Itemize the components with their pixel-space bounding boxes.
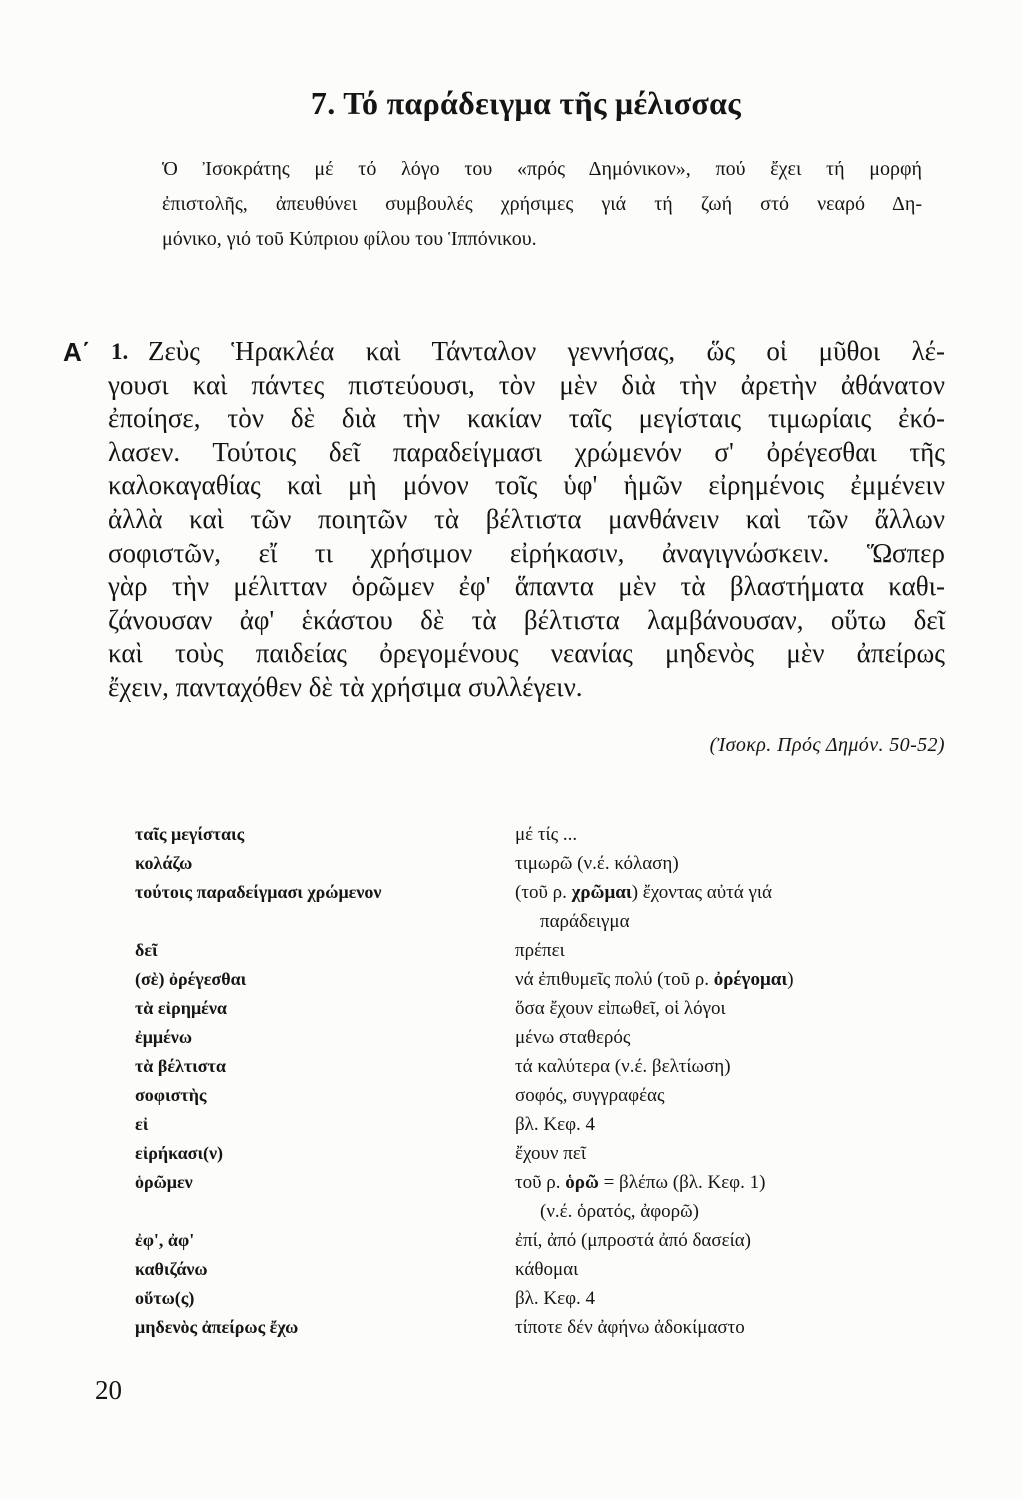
glossary-row: [135, 1168, 945, 1197]
glossary-definition: [515, 1168, 765, 1197]
glossary-definition: βλ. Κεφ. 4: [515, 1114, 596, 1135]
intro-line: ἐπιστολῆς, ἀπευθύνει συμβουλές χρήσιμες γιά τή ζωή στό νεαρό Δη-: [162, 193, 922, 215]
glossary-definition: τιμωρῶ (ν.έ. κόλαση): [515, 853, 679, 874]
text-line: ζάνουσαν ἀφ' ἑκάστου δὲ τὰ βέλτιστα λαμβάνουσαν, οὕτω δεῖ: [108, 604, 945, 635]
gloss-text: ) ἔχοντας αὐτά γιά: [631, 882, 772, 903]
glossary-row: [135, 936, 945, 965]
gloss-text: ): [787, 969, 794, 990]
glossary-term: ἐφ', ἀφ': [135, 1230, 195, 1250]
glossary-term: σοφιστὴς: [135, 1085, 207, 1105]
glossary-term: εἰ: [135, 1114, 149, 1134]
gloss-text: (τοῦ ρ.: [515, 882, 572, 903]
glossary-definition: σοφός, συγγραφέας: [515, 1085, 665, 1106]
glossary-definition: ἔχουν πεῖ: [515, 1143, 586, 1164]
ancient-text-passage: [108, 335, 945, 705]
glossary-term: εἰρήκασι(ν): [135, 1143, 224, 1163]
glossary-row: [135, 965, 945, 994]
text-line: γὰρ τὴν μέλιτταν ὁρῶμεν ἐφ' ἅπαντα μὲν τὰ βλαστήματα καθι-: [108, 571, 945, 602]
glossary-row: [135, 849, 945, 878]
text-line: καλοκαγαθίας καὶ μὴ μόνον τοῖς ὑφ' ἡμῶν εἰρημένοις ἐμμένειν: [108, 470, 945, 501]
glossary-row: [135, 1081, 945, 1110]
gloss-text: τοῦ ρ.: [515, 1172, 566, 1193]
glossary-definition: πρέπει: [515, 940, 565, 961]
glossary-row: [135, 1313, 945, 1342]
source-citation: (Ἰσοκρ. Πρός Δημόν. 50-52): [709, 734, 945, 756]
paragraph-number: 1.: [111, 339, 129, 364]
glossary-row: [135, 994, 945, 1023]
glossary-definition: ὅσα ἔχουν εἰπωθεῖ, οἱ λόγοι: [515, 998, 726, 1019]
text-line: Ζεὺς Ἡρακλέα καὶ Τάνταλον γεννήσας, ὥς οἱ μῦθοι λέ-: [148, 336, 945, 366]
glossary-term: κολάζω: [135, 853, 193, 873]
intro-line: μόνικο, γιό τοῦ Κύπριου φίλου του Ἱππόνικου.: [162, 228, 537, 250]
glossary-definition-continuation: (ν.έ. ὁρατός, ἀφορῶ): [540, 1201, 699, 1222]
glossary-term: ἐμμένω: [135, 1027, 192, 1047]
gloss-text: νά ἐπιθυμεῖς πολύ (τοῦ ρ.: [515, 969, 714, 990]
glossary-term: δεῖ: [135, 940, 158, 960]
glossary-definition: ἐπί, ἀπό (μπροστά ἀπό δασεία): [515, 1230, 751, 1251]
text-line: σοφιστῶν, εἴ τι χρήσιμον εἰρήκασιν, ἀναγιγνώσκειν. Ὥσπερ: [108, 537, 945, 568]
glossary-row: [135, 878, 945, 907]
glossary-term: (σὲ) ὀρέγεσθαι: [135, 969, 247, 989]
chapter-title: 7. Τό παράδειγμα τῆς μέλισσας: [310, 85, 742, 121]
text-line: ἐποίησε, τὸν δὲ διὰ τὴν κακίαν ταῖς μεγίσταις τιμωρίαις ἐκό-: [108, 403, 945, 434]
glossary-term: οὕτω(ς): [135, 1288, 195, 1308]
text-line: ἀλλὰ καὶ τῶν ποιητῶν τὰ βέλτιστα μανθάνειν καὶ τῶν ἄλλων: [108, 503, 945, 534]
glossary: [135, 820, 945, 1342]
glossary-row-continuation: [135, 1197, 945, 1226]
glossary-term: τὰ βέλτιστα: [135, 1056, 226, 1076]
glossary-term: μηδενὸς ἀπείρως ἔχω: [135, 1317, 299, 1337]
text-line: καὶ τοὺς παιδείας ὀρεγομένους νεανίας μηδενὸς μὲν ἀπείρως: [108, 638, 945, 669]
gloss-text: = βλέπω (βλ. Κεφ. 1): [598, 1172, 766, 1193]
glossary-definition: βλ. Κεφ. 4: [515, 1288, 596, 1309]
glossary-row: [135, 1052, 945, 1081]
text-line: ἔχειν, πανταχόθεν δὲ τὰ χρήσιμα συλλέγειν.: [108, 671, 583, 702]
section-marker: Α΄: [63, 337, 91, 367]
glossary-row: [135, 1284, 945, 1313]
intro-paragraph: [162, 152, 922, 257]
glossary-definition: [515, 965, 794, 994]
glossary-definition: τίποτε δέν ἀφήνω ἀδοκίμαστο: [515, 1317, 745, 1338]
glossary-row: [135, 820, 945, 849]
glossary-definition: μέ τίς ...: [515, 824, 578, 845]
glossary-definition-continuation: παράδειγμα: [540, 911, 630, 932]
page-number: 20: [95, 1375, 122, 1405]
glossary-row: [135, 1139, 945, 1168]
glossary-term: ταῖς μεγίσταις: [135, 824, 245, 844]
text-line: λασεν. Τούτοις δεῖ παραδείγμασι χρώμενόν σ' ὀρέγεσθαι τῆς: [108, 436, 945, 467]
glossary-term: ὁρῶμεν: [135, 1172, 193, 1192]
glossary-row: [135, 1226, 945, 1255]
glossary-definition: κάθομαι: [515, 1259, 579, 1280]
glossary-row: [135, 1255, 945, 1284]
glossary-definition: μένω σταθερός: [515, 1027, 631, 1048]
glossary-term: καθιζάνω: [135, 1259, 208, 1279]
gloss-bold-verb: ὁρῶ: [565, 1172, 599, 1193]
gloss-bold-verb: χρῶμαι: [571, 882, 632, 903]
glossary-row: [135, 1110, 945, 1139]
glossary-row-continuation: [135, 907, 945, 936]
glossary-term: τὰ εἰρημένα: [135, 998, 227, 1018]
text-line: γουσι καὶ πάντες πιστεύουσι, τὸν μὲν διὰ τὴν ἀρετὴν ἀθάνατον: [108, 369, 945, 400]
glossary-definition: [515, 878, 772, 907]
glossary-row: [135, 1023, 945, 1052]
gloss-bold-verb: ὀρέγομαι: [713, 969, 788, 990]
glossary-definition: τά καλύτερα (ν.έ. βελτίωση): [515, 1056, 731, 1077]
glossary-term: τούτοις παραδείγμασι χρώμενον: [135, 882, 382, 902]
intro-line: Ὁ Ἰσοκράτης μέ τό λόγο του «πρός Δημόνικον», πού ἔχει τή μορφή: [162, 158, 922, 180]
